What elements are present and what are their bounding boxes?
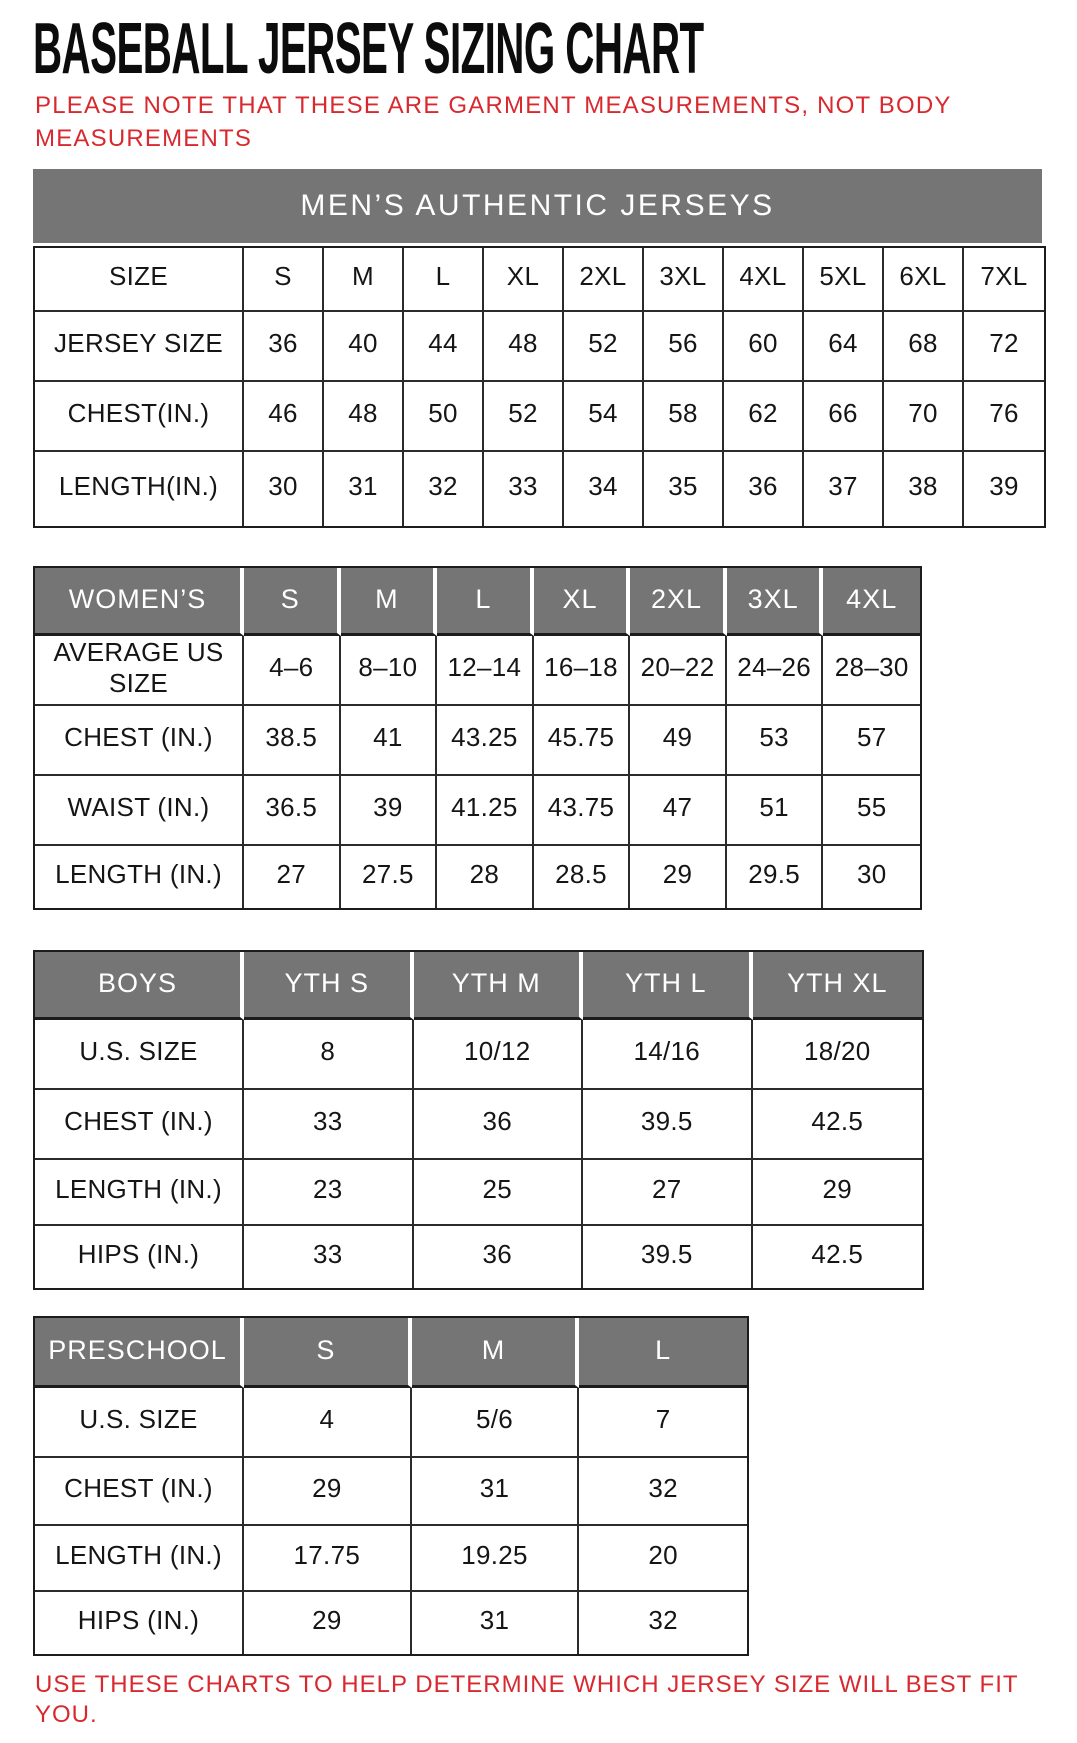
row-label-cell: U.S. SIZE [35,1020,244,1090]
header-size-cell: YTH S [244,952,414,1020]
value-cell: 20 [579,1526,747,1592]
value-cell: 47 [630,776,727,846]
value-cell: 31 [412,1592,580,1654]
value-cell: 28.5 [534,846,631,908]
value-cell: 70 [884,382,964,452]
value-cell: 64 [804,312,884,382]
value-cell: 44 [404,312,484,382]
row-label-cell: HIPS (IN.) [35,1226,244,1288]
value-cell: 37 [804,452,884,526]
header-size-cell: YTH L [583,952,753,1020]
value-cell: 31 [324,452,404,526]
value-cell: 60 [724,312,804,382]
page-title [33,9,1057,89]
value-cell: 72 [964,312,1044,382]
value-cell: L [404,248,484,312]
header-size-cell: YTH M [414,952,584,1020]
value-cell: 39 [989,471,1019,502]
value-cell: 8 [244,1020,414,1090]
value-cell: 27.5 [341,846,438,908]
row-label-cell: LENGTH(IN.) [35,452,244,526]
value-cell: 10/12 [414,1020,584,1090]
value-cell: 50 [404,382,484,452]
page-title-text: BASEBALL JERSEY SIZING CHART [33,9,704,89]
value-cell: 52 [484,382,564,452]
value-cell: 42.5 [753,1090,923,1160]
row-label-cell: LENGTH (IN.) [35,1526,244,1592]
value-cell: 62 [724,382,804,452]
value-cell: 7XL [964,248,1044,312]
row-label-cell: LENGTH (IN.) [35,1160,244,1226]
womens-section [33,566,1057,910]
value-cell: 5XL [804,248,884,312]
value-cell: 12–14 [437,636,534,706]
value-cell: 25 [414,1160,584,1226]
row-label-cell: JERSEY SIZE [35,312,244,382]
mens-section [33,169,1057,528]
value-cell: 36 [414,1226,584,1288]
header-label-cell: PRESCHOOL [35,1318,244,1388]
value-cell: 2XL [564,248,644,312]
value-cell: XL [484,248,564,312]
value-cell: 16–18 [534,636,631,706]
header-size-cell: L [579,1318,747,1388]
row-label-cell: CHEST (IN.) [35,1090,244,1160]
value-cell: 68 [884,312,964,382]
value-cell: 27 [244,846,341,908]
value-cell: 4 [244,1388,412,1458]
value-cell: 32 [404,452,484,526]
value-cell: 45.75 [534,706,631,776]
preschool-sizing-table [33,1316,749,1656]
value-cell: 76 [964,382,1044,452]
value-cell: 41 [341,706,438,776]
value-cell: 5/6 [412,1388,580,1458]
value-cell: 19.25 [412,1526,580,1592]
value-cell: 8–10 [341,636,438,706]
value-cell: 33 [244,1090,414,1160]
row-label-cell: HIPS (IN.) [35,1592,244,1654]
boys-section [33,950,1057,1290]
womens-sizing-table [33,566,922,910]
value-cell: 34 [564,452,644,526]
boys-sizing-table [33,950,924,1290]
header-size-cell: S [244,1318,412,1388]
note-line-1: PLEASE NOTE THAT THESE ARE GARMENT MEASUREMENTS, NOT BODY [35,92,952,120]
value-cell: 39 [341,776,438,846]
value-cell: 28 [437,846,534,908]
preschool-section [33,1316,1057,1656]
header-size-cell: 3XL [727,568,824,636]
header-size-cell: XL [534,568,631,636]
value-cell: 4XL [724,248,804,312]
value-cell: 36.5 [244,776,341,846]
value-cell: 36 [414,1090,584,1160]
value-cell: 58 [644,382,724,452]
value-cell: 29 [630,846,727,908]
header-size-cell: 4XL [823,568,920,636]
value-cell: 32 [648,1605,678,1636]
value-cell: 53 [727,706,824,776]
footer-note: USE THESE CHARTS TO HELP DETERMINE WHICH JERSEY SIZE WILL BEST FIT YOU. [35,1671,1019,1729]
value-cell: 49 [630,706,727,776]
value-cell: 48 [484,312,564,382]
value-cell: 30 [244,452,324,526]
value-cell: 48 [324,382,404,452]
row-label-cell: WAIST (IN.) [35,776,244,846]
measurement-note [35,90,1057,155]
value-cell: 57 [823,706,920,776]
value-cell: 43.75 [534,776,631,846]
value-cell: 30 [856,859,887,890]
row-label-cell: CHEST(IN.) [35,382,244,452]
value-cell: 31 [412,1458,580,1526]
value-cell: 38 [884,452,964,526]
value-cell: 36 [244,312,324,382]
value-cell: 32 [579,1458,747,1526]
header-label-cell: WOMEN’S [35,568,244,636]
header-label-cell: BOYS [35,952,244,1020]
row-label-cell: U.S. SIZE [35,1388,244,1458]
value-cell: 20–22 [630,636,727,706]
value-cell: 23 [244,1160,414,1226]
value-cell: 41.25 [437,776,534,846]
value-cell: 55 [823,776,920,846]
value-cell: 29 [753,1160,923,1226]
note-line-2: MEASUREMENTS [35,124,253,152]
value-cell: 51 [727,776,824,846]
value-cell: 52 [564,312,644,382]
value-cell: 39.5 [583,1090,753,1160]
header-size-cell: M [341,568,438,636]
value-cell: 3XL [644,248,724,312]
value-cell: 33 [244,1226,414,1288]
value-cell: 24–26 [727,636,824,706]
header-size-cell: M [412,1318,580,1388]
value-cell: 4–6 [244,636,341,706]
header-size-cell: L [437,568,534,636]
value-cell: 66 [804,382,884,452]
value-cell: 43.25 [437,706,534,776]
row-label-cell: CHEST (IN.) [35,1458,244,1526]
value-cell: 6XL [884,248,964,312]
mens-banner [33,169,1042,243]
value-cell: 38.5 [244,706,341,776]
value-cell: 14/16 [583,1020,753,1090]
value-cell: 29 [244,1458,412,1526]
value-cell: 40 [324,312,404,382]
value-cell: 27 [583,1160,753,1226]
value-cell: 35 [644,452,724,526]
row-label-cell: AVERAGE US SIZE [35,636,244,706]
value-cell: 18/20 [753,1020,923,1090]
header-size-cell: S [244,568,341,636]
value-cell: 36 [724,452,804,526]
value-cell: 17.75 [244,1526,412,1592]
value-cell: 54 [564,382,644,452]
value-cell: M [324,248,404,312]
header-size-cell: YTH XL [753,952,923,1020]
mens-banner-text: MEN’S AUTHENTIC JERSEYS [300,189,775,223]
value-cell: 56 [644,312,724,382]
row-label-cell: SIZE [35,248,244,312]
row-label-cell: CHEST (IN.) [35,706,244,776]
value-cell: 28–30 [823,636,920,706]
value-cell: 39.5 [583,1226,753,1288]
value-cell: 42.5 [811,1239,864,1270]
mens-sizing-table [33,246,1046,528]
row-label-cell: LENGTH (IN.) [35,846,244,908]
value-cell: S [244,248,324,312]
value-cell: 29.5 [727,846,824,908]
value-cell: 7 [579,1388,747,1458]
value-cell: 29 [244,1592,412,1654]
value-cell: 33 [484,452,564,526]
value-cell: 46 [244,382,324,452]
header-size-cell: 2XL [630,568,727,636]
